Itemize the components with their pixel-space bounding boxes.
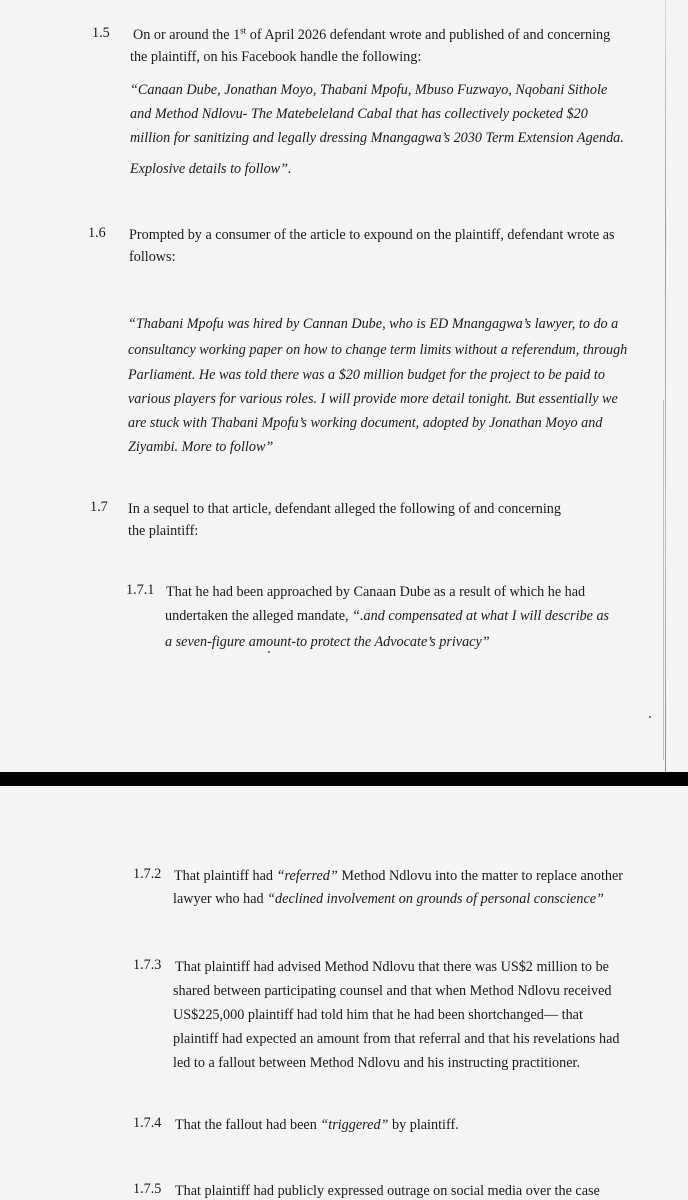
paragraph-1-7-1-line-1: That he had been approached by Canaan Dube as a result of which he had	[166, 584, 586, 600]
text: Method Ndlovu into the matter to replace another	[337, 868, 624, 884]
quoted-text: “.and compensated at what I will describe as	[352, 608, 610, 624]
quote-1-5-line-1: “Canaan Dube, Jonathan Moyo, Thabani Mpofu, Mbuso Fuzwayo, Nqobani Sithole	[130, 82, 608, 98]
quote-1-5-line-2: and Method Ndlovu- The Matebeleland Cabal that has collectively pocketed $20	[130, 106, 588, 122]
paragraph-1-7-line-2: the plaintiff:	[128, 523, 199, 539]
text: by plaintiff.	[388, 1117, 459, 1133]
quoted-text: “declined involvement on grounds of personal conscience”	[267, 891, 604, 907]
paragraph-1-7-2-line-1	[174, 865, 623, 888]
scan-speck	[649, 716, 651, 718]
paragraph-number-1-7-5: 1.7.5	[133, 1181, 162, 1197]
scan-speck	[268, 651, 270, 653]
paragraph-number-1-7-4: 1.7.4	[133, 1115, 162, 1131]
paragraph-number-1-6: 1.6	[88, 225, 106, 241]
quote-1-6-line-6: Ziyambi. More to follow”	[128, 439, 274, 455]
paragraph-1-7-line-1: In a sequel to that article, defendant alleged the following of and concerning	[128, 501, 561, 517]
quote-1-5-line-3: million for sanitizing and legally dressing Mnangagwa’s 2030 Term Extension Agenda.	[130, 130, 624, 146]
paragraph-1-7-3-line-3: US$225,000 plaintiff had told him that he had been shortchanged— that	[173, 1007, 583, 1023]
paragraph-1-5-line-1	[133, 24, 610, 47]
quote-1-6-line-3: Parliament. He was told there was a $20 million budget for the project to be paid to	[128, 367, 605, 383]
paragraph-1-6-line-2: follows:	[129, 249, 176, 265]
scan-edge-line-2	[663, 400, 664, 760]
paragraph-number-1-7-1: 1.7.1	[126, 582, 155, 598]
paragraph-number-1-7: 1.7	[90, 499, 108, 515]
paragraph-1-7-5-line-1: That plaintiff had publicly expressed outrage on social media over the case	[175, 1183, 600, 1199]
text: of April 2026 defendant wrote and published of and concerning	[246, 27, 611, 43]
scan-edge-line	[665, 0, 666, 772]
quote-1-6-line-5: are stuck with Thabani Mpofu’s working document, adopted by Jonathan Moyo and	[128, 415, 603, 431]
paragraph-number-1-7-2: 1.7.2	[133, 866, 162, 882]
text: That plaintiff had	[174, 868, 277, 884]
quoted-text: “triggered”	[320, 1117, 389, 1133]
text: undertaken the alleged mandate,	[165, 608, 353, 624]
document-page-2	[0, 786, 688, 1200]
paragraph-1-5-line-2: the plaintiff, on his Facebook handle the following:	[130, 49, 422, 65]
paragraph-1-6-line-1: Prompted by a consumer of the article to expound on the plaintiff, defendant wrote as	[129, 227, 615, 243]
text: lawyer who had	[173, 891, 268, 907]
paragraph-number-1-7-3: 1.7.3	[133, 957, 162, 973]
quote-1-5-line-4: Explosive details to follow”.	[130, 161, 292, 177]
quote-1-6-line-1: “Thabani Mpofu was hired by Cannan Dube, who is ED Mnangagwa’s lawyer, to do a	[128, 316, 619, 332]
text: On or around the 1	[133, 27, 241, 43]
paragraph-1-7-4-line-1	[175, 1114, 459, 1137]
paragraph-1-7-3-line-4: plaintiff had expected an amount from that referral and that his revelations had	[173, 1031, 620, 1047]
paragraph-1-7-3-line-5: led to a fallout between Method Ndlovu and his instructing practitioner.	[173, 1055, 581, 1071]
quote-1-6-line-2: consultancy working paper on how to change term limits without a referendum, through	[128, 342, 628, 358]
paragraph-1-7-1-line-3: a seven-figure amount-to protect the Advocate’s privacy”	[165, 634, 490, 650]
superscript: st	[240, 25, 247, 36]
paragraph-1-7-3-line-1: That plaintiff had advised Method Ndlovu that there was US$2 million to be	[175, 959, 609, 975]
paragraph-1-7-2-line-2	[173, 888, 604, 911]
paragraph-number-1-5: 1.5	[92, 25, 110, 41]
quoted-text: “referred”	[276, 868, 338, 884]
paragraph-1-7-1-line-2	[165, 605, 609, 628]
paragraph-1-7-3-line-2: shared between participating counsel and that when Method Ndlovu received	[173, 983, 612, 999]
text: That the fallout had been	[175, 1117, 321, 1133]
quote-1-6-line-4: various players for various roles. I will provide more detail tonight. But essentially we	[128, 391, 618, 407]
